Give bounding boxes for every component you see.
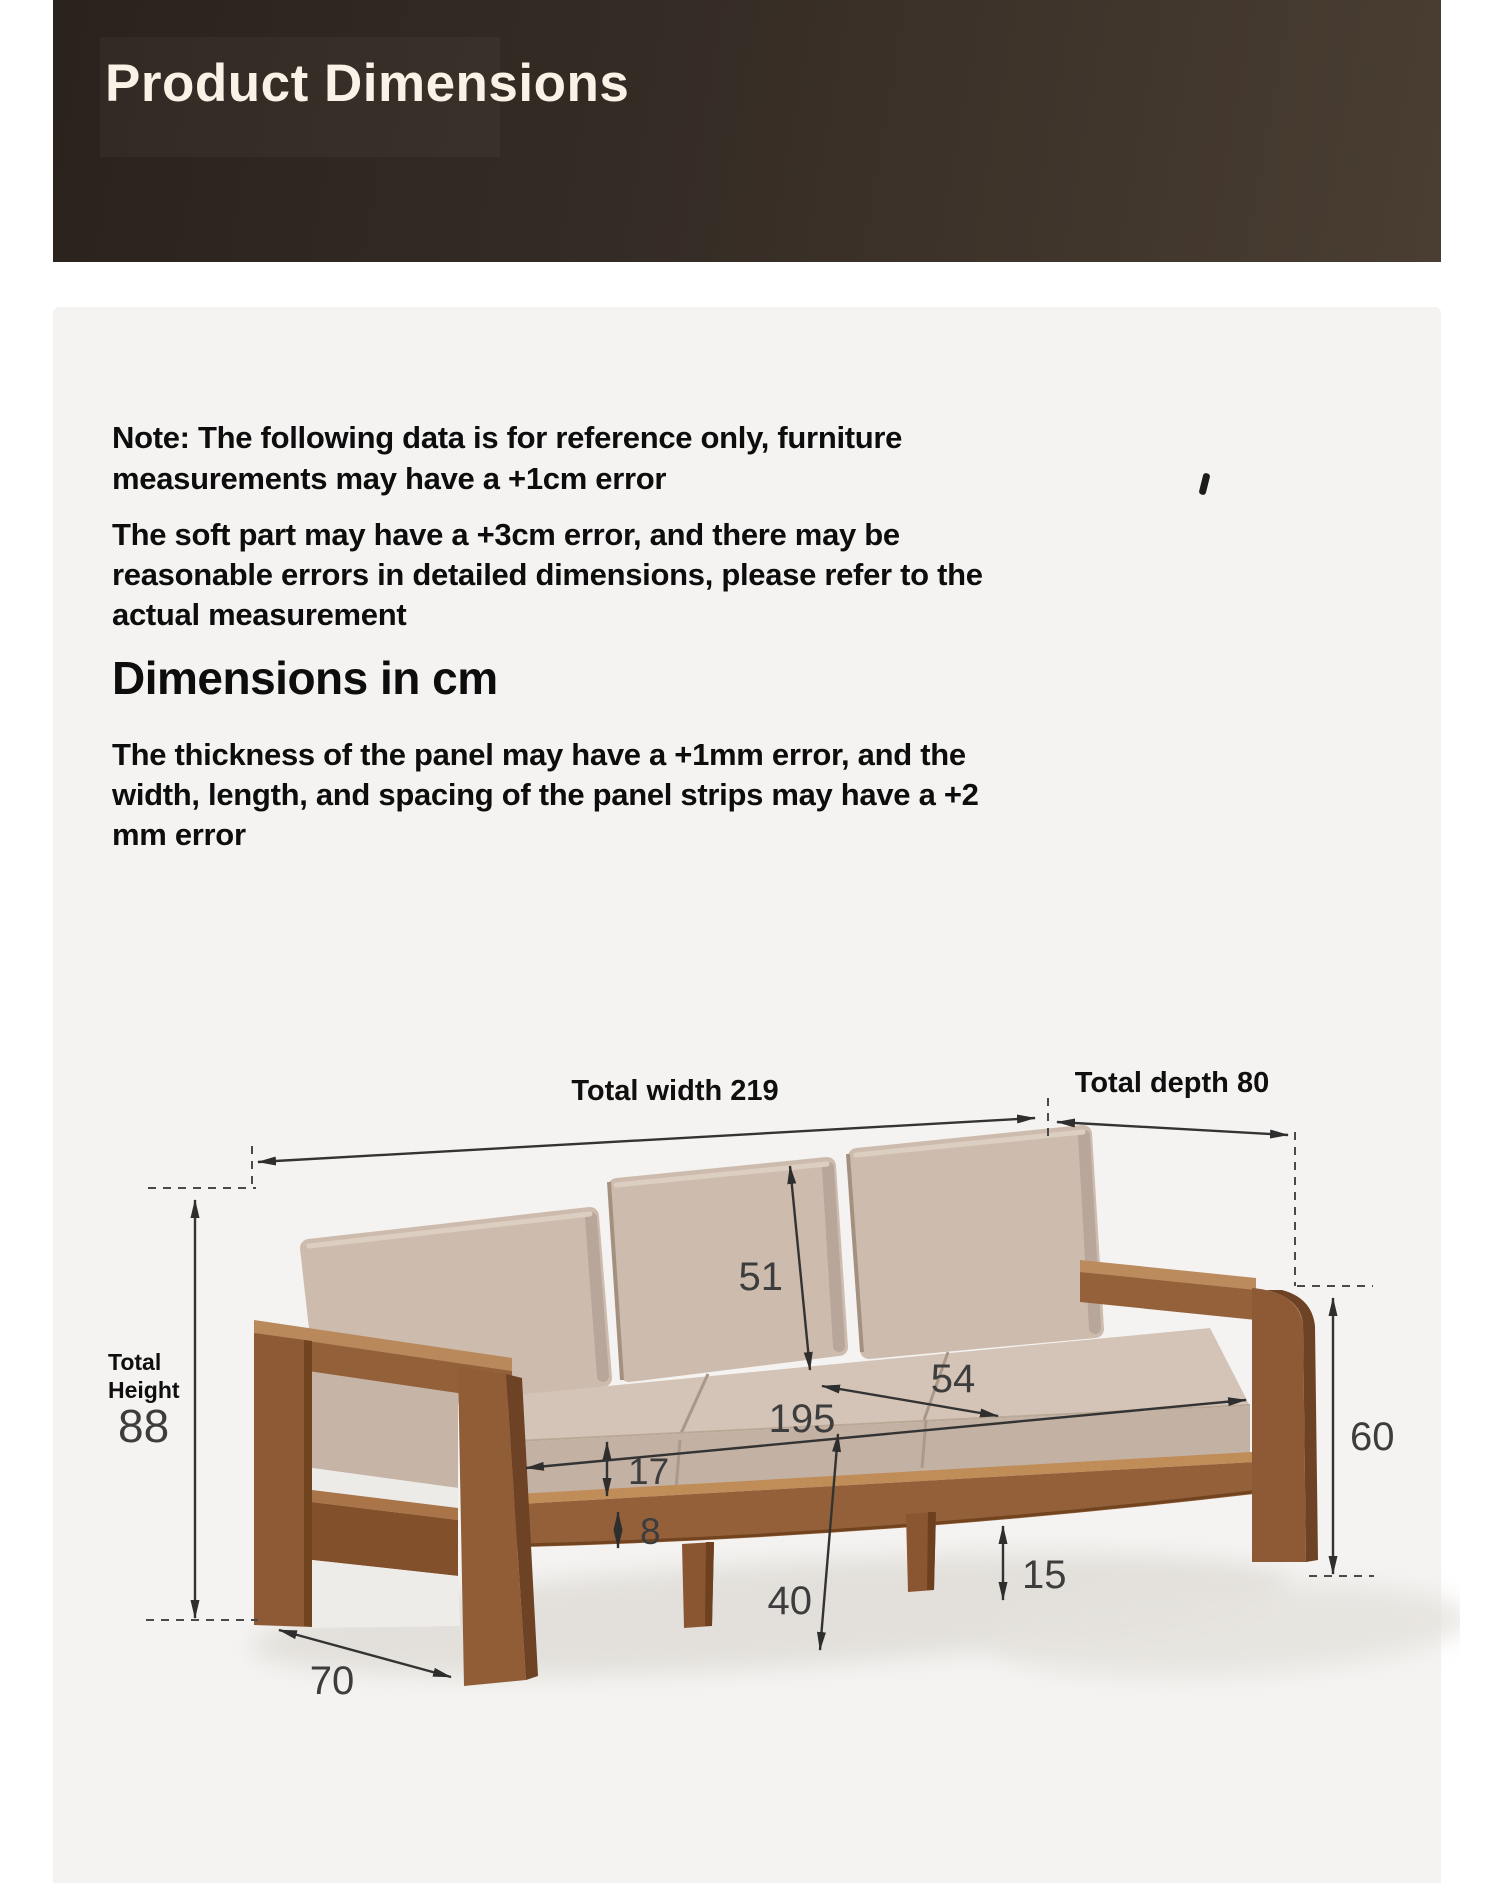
stray-tick-mark <box>1198 472 1210 495</box>
back-cushion-right <box>856 1132 1095 1350</box>
tolerance-paragraph <box>112 735 979 855</box>
dim-total-depth <box>1057 1067 1373 1286</box>
back-cushion-middle <box>616 1164 839 1373</box>
note-paragraph-2-line-2: reasonable errors in detailed dimensions, please refer to the <box>112 557 983 592</box>
dim-17-label: 17 <box>628 1451 670 1492</box>
dim-total-height-word-2: Height <box>108 1377 180 1403</box>
dim-70-label: 70 <box>309 1659 355 1703</box>
dim-60-label: 60 <box>1350 1415 1395 1459</box>
tolerance-paragraph-line-1: The thickness of the panel may have a +1mm error, and the <box>112 737 966 772</box>
dim-54-label: 54 <box>930 1357 976 1401</box>
dim-51-label: 51 <box>738 1255 783 1299</box>
left-arm-outer-post <box>254 1333 312 1627</box>
sofa-leg-middle-right <box>906 1512 936 1592</box>
dim-195-label: 195 <box>768 1397 836 1441</box>
sofa-dimension-diagram <box>60 1040 1460 1860</box>
note-paragraph-1-line-1: Note: The following data is for reference only, furniture <box>112 420 903 455</box>
note-paragraph-1-line-2: measurements may have a +1cm error <box>112 461 667 496</box>
header-banner <box>53 0 1441 262</box>
sofa-leg-middle-left <box>682 1542 714 1628</box>
dim-8-label: 8 <box>640 1511 661 1552</box>
page-title: Product Dimensions <box>105 54 630 113</box>
dim-total-height-word-1: Total <box>108 1349 162 1375</box>
tolerance-paragraph-line-3: mm error <box>112 817 246 852</box>
note-paragraph-2-line-3: actual measurement <box>112 597 407 632</box>
dim-15-label: 15 <box>1022 1553 1067 1597</box>
left-arm-outer-post-edge <box>304 1340 312 1627</box>
dim-40-label: 40 <box>767 1579 812 1623</box>
note-paragraph-2 <box>112 515 983 635</box>
note-paragraph-2-line-1: The soft part may have a +3cm error, and there may be <box>112 517 900 552</box>
right-arm-outer-post <box>1252 1288 1306 1562</box>
note-paragraph-1 <box>112 417 902 499</box>
dim-total-width-label: Total width 219 <box>571 1075 779 1107</box>
dim-total-height-value: 88 <box>118 1400 170 1452</box>
dim-total-depth-label: Total depth 80 <box>1074 1067 1270 1099</box>
sofa-illustration <box>248 1132 1460 1699</box>
dim-total-height <box>108 1200 258 1620</box>
dimensions-heading: Dimensions in cm <box>112 652 498 704</box>
dim-60 <box>1309 1298 1395 1576</box>
tolerance-paragraph-line-2: width, length, and spacing of the panel strips may have a +2 <box>112 777 979 812</box>
